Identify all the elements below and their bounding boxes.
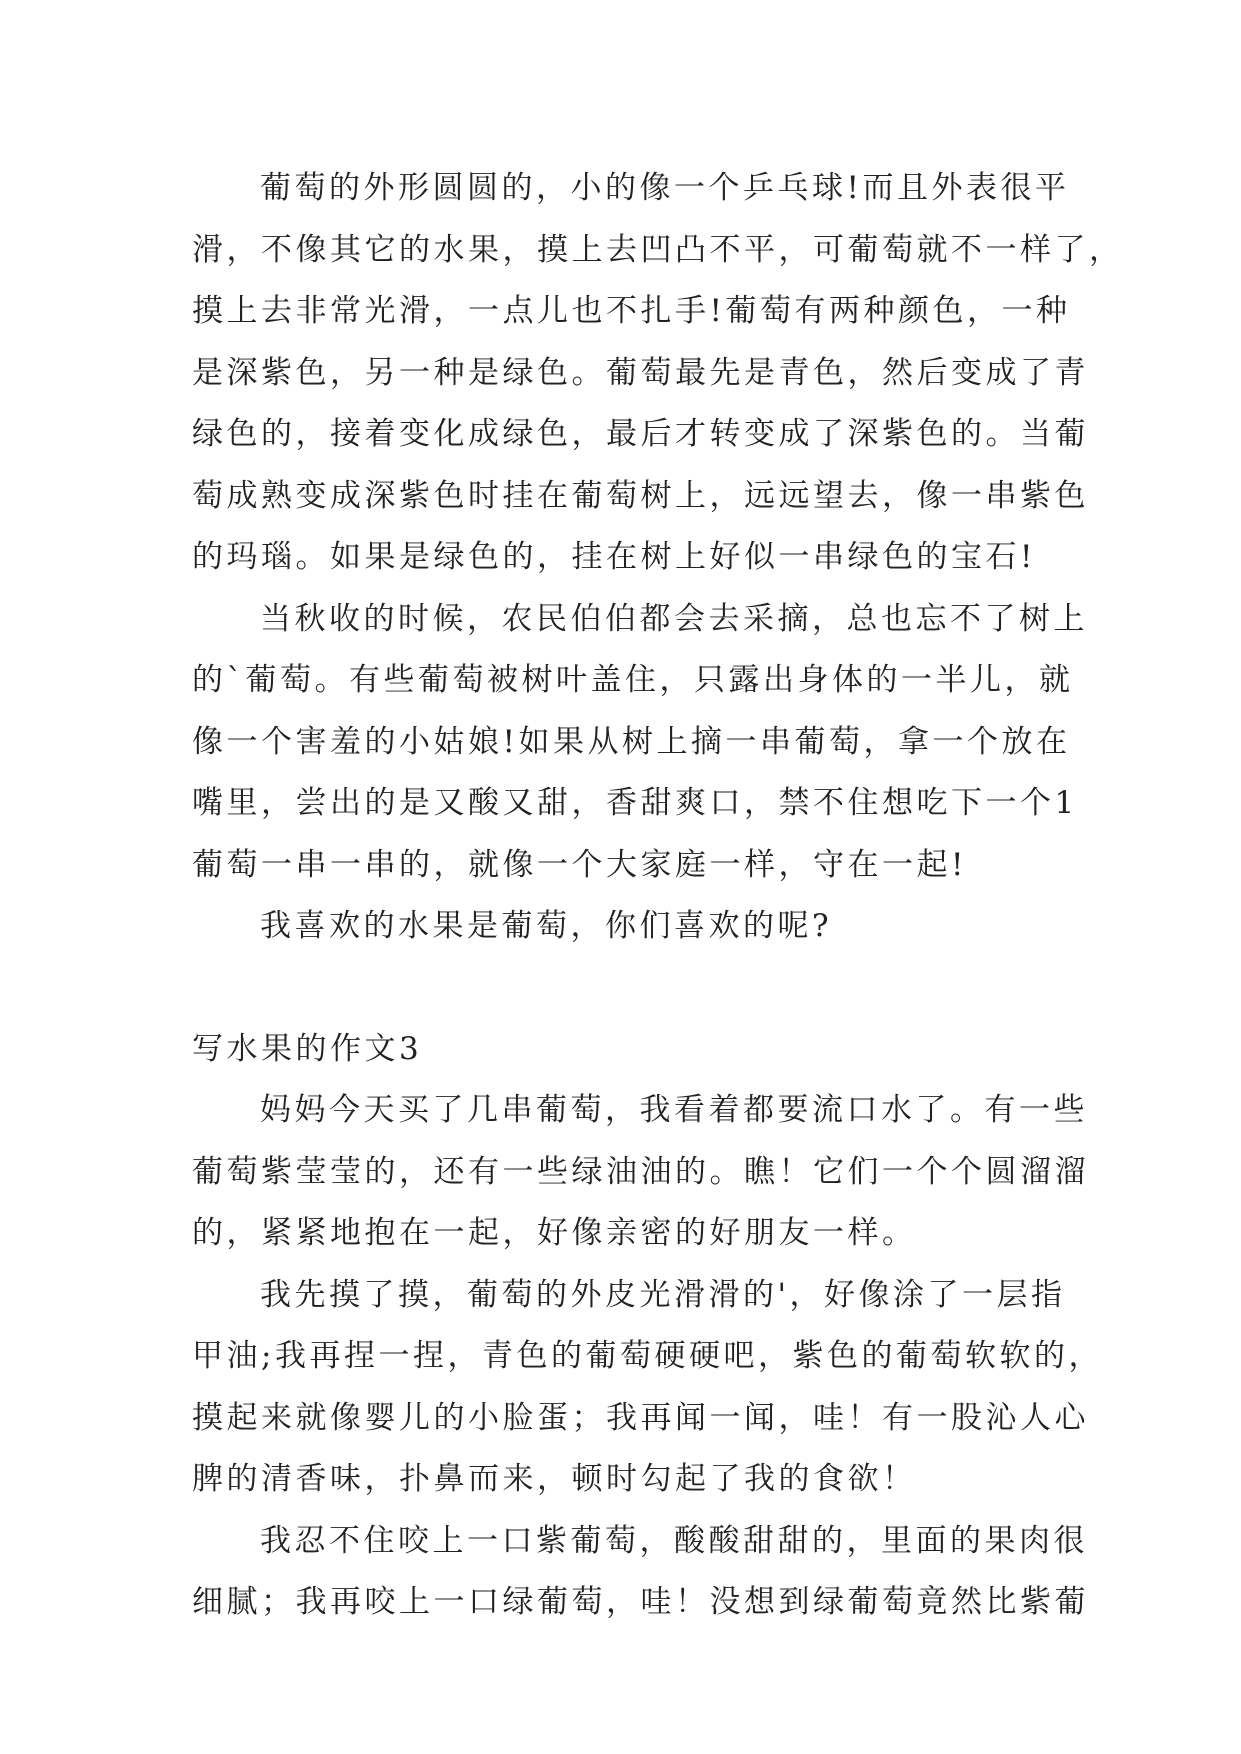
text-line: 嘴里，尝出的是又酸又甜，香甜爽口，禁不住想吃下一个1: [192, 785, 1078, 821]
text-line: 摸起来就像婴儿的小脸蛋；我再闻一闻，哇！有一股沁人心: [192, 1399, 1089, 1436]
text-line: 葡萄紫莹莹的，还有一些绿油油的。瞧！它们一个个圆溜溜: [192, 1153, 1089, 1190]
text-line: 妈妈今天买了几串葡萄，我看着都要流口水了。有一些: [260, 1092, 1088, 1128]
paragraph: [192, 158, 1124, 589]
text-line: 我喜欢的水果是葡萄，你们喜欢的呢?: [260, 908, 833, 944]
text-line: 的，紧紧地抱在一起，好像亲密的好朋友一样。: [192, 1215, 917, 1251]
paragraph: [192, 1080, 1089, 1265]
text-line: 摸上去非常光滑，一点儿也不扎手!葡萄有两种颜色，一种: [192, 293, 1071, 329]
document-body: [192, 158, 1124, 1634]
text-line: 葡萄一串一串的，就像一个大家庭一样，守在一起!: [192, 846, 967, 883]
text-line: 滑，不像其它的水果，摸上去凹凸不平，可葡萄就不一样了，: [192, 231, 1124, 268]
text-line: 脾的清香味，扑鼻而来，顿时勾起了我的食欲！: [192, 1461, 917, 1497]
text-line: 是深紫色，另一种是绿色。葡萄最先是青色，然后变成了青: [192, 354, 1089, 391]
text-line: 的玛瑙。如果是绿色的，挂在树上好似一串绿色的宝石!: [192, 539, 1036, 575]
text-line: 像一个害羞的小姑娘!如果从树上摘一串葡萄，拿一个放在: [192, 723, 1071, 760]
text-line: 的`葡萄。有些葡萄被树叶盖住，只露出身体的一半儿，就: [192, 662, 1074, 698]
text-line: 细腻；我再咬上一口绿葡萄，哇！没想到绿葡萄竟然比紫葡: [192, 1584, 1089, 1620]
text-line: 葡萄的外形圆圆的，小的像一个乒乓球!而且外表很平: [260, 170, 1070, 206]
text-line: 甲油;我再捏一捏，青色的葡萄硬硬吧，紫色的葡萄软软的，: [192, 1338, 1103, 1374]
paragraph: [192, 1265, 1103, 1511]
text-line: 我先摸了摸，葡萄的外皮光滑滑的'，好像涂了一层指: [260, 1276, 1066, 1313]
paragraph: [192, 1511, 1089, 1634]
paragraph: [192, 589, 1088, 897]
section-gap: [192, 958, 1058, 1019]
text-line: 萄成熟变成深紫色时挂在葡萄树上，远远望去，像一串紫色: [192, 477, 1089, 514]
text-line: 当秋收的时候，农民伯伯都会去采摘，总也忘不了树上: [260, 600, 1088, 637]
text-line: 我忍不住咬上一口紫葡萄，酸酸甜甜的，里面的果肉很: [260, 1522, 1088, 1559]
paragraph: [192, 896, 1058, 958]
text-line: 绿色的，接着变化成绿色，最后才转变成了深紫色的。当葡: [192, 416, 1089, 452]
section-title: 写水果的作文3: [192, 1030, 423, 1067]
